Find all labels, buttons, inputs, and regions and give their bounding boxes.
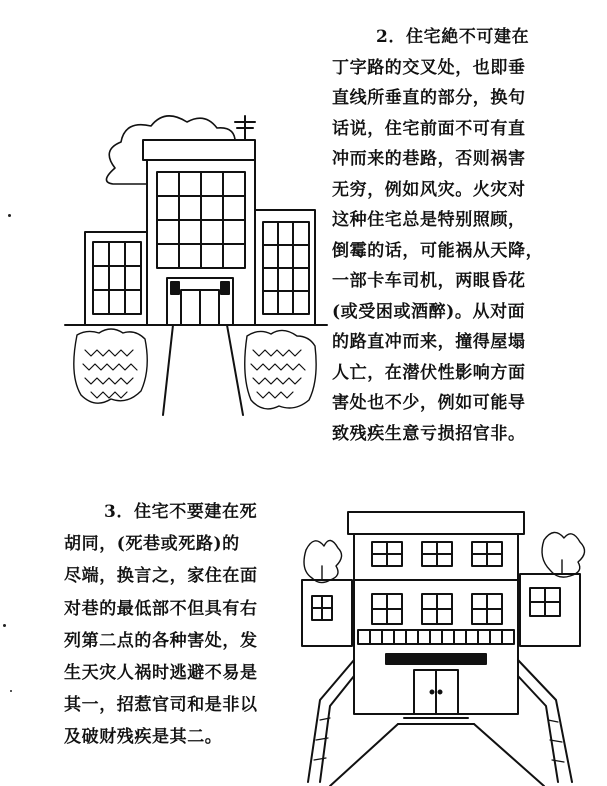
text-line: 丁字路的交叉处，也即垂 — [332, 57, 526, 78]
text-line: 直线所垂直的部分，换句 — [332, 88, 526, 108]
left-wing — [85, 232, 147, 325]
text-line: 冲而来的巷路，否则祸害 — [332, 149, 526, 169]
t-junction-building-illustration — [55, 110, 330, 420]
text-line: 其一，招惹官司和是非以 — [64, 695, 258, 716]
road-edge-right — [227, 325, 243, 415]
alley-edge-left — [330, 724, 398, 786]
text-line: 人亡，在潜伏性影响方面 — [332, 362, 526, 383]
road-edge-left — [163, 325, 173, 415]
text-line: 倒霉的话，可能祸从天降， — [332, 240, 544, 261]
left-alley-wall — [308, 660, 354, 782]
tree-right — [542, 532, 585, 577]
text-line: 话说，住宅前面不可有直 — [332, 118, 526, 139]
right-alley-wall — [518, 660, 572, 782]
section-3-text — [64, 496, 324, 754]
text-line: 及破财残疾是其二。 — [64, 727, 223, 748]
text-line: 这种住宅总是特别照顾， — [332, 210, 526, 230]
scan-speck — [3, 624, 6, 627]
scan-speck — [10, 690, 12, 692]
roof-band — [348, 512, 524, 534]
text-line: 害处也不少，例如可能导 — [332, 393, 526, 413]
scan-speck — [8, 214, 11, 217]
text-line: 无穷，例如风灾。火灾对 — [332, 179, 526, 200]
text-line: 2．住宅絶不可建在 — [376, 27, 530, 47]
roof-cap — [143, 140, 255, 160]
text-line: 列第二点的各种害处，发 — [64, 630, 258, 651]
text-line: 尽端，换言之，家住在面 — [64, 566, 258, 587]
text-line: 3．住宅不要建在死 — [104, 502, 258, 522]
text-line: 对巷的最低部不但具有右 — [64, 598, 258, 619]
section-2-text — [332, 22, 597, 449]
text-line: 致残疾生意亏损招官非。 — [332, 423, 526, 444]
dead-end-house-illustration — [300, 500, 607, 786]
steps — [398, 718, 474, 724]
text-line: 胡同，(死巷或死路)的 — [64, 534, 240, 555]
left-side-building — [302, 580, 352, 646]
text-line: 的路直冲而来，撞得屋塌 — [332, 332, 526, 352]
text-line: 生天灾人祸时逃避不易是 — [64, 663, 258, 684]
tree-left — [304, 540, 342, 582]
text-line: 一部卡车司机，两眼昏花 — [332, 271, 526, 291]
text-line: (或受困或酒醉)。从对面 — [332, 301, 526, 322]
porch-canopy — [386, 654, 486, 664]
alley-edge-right — [474, 724, 544, 786]
